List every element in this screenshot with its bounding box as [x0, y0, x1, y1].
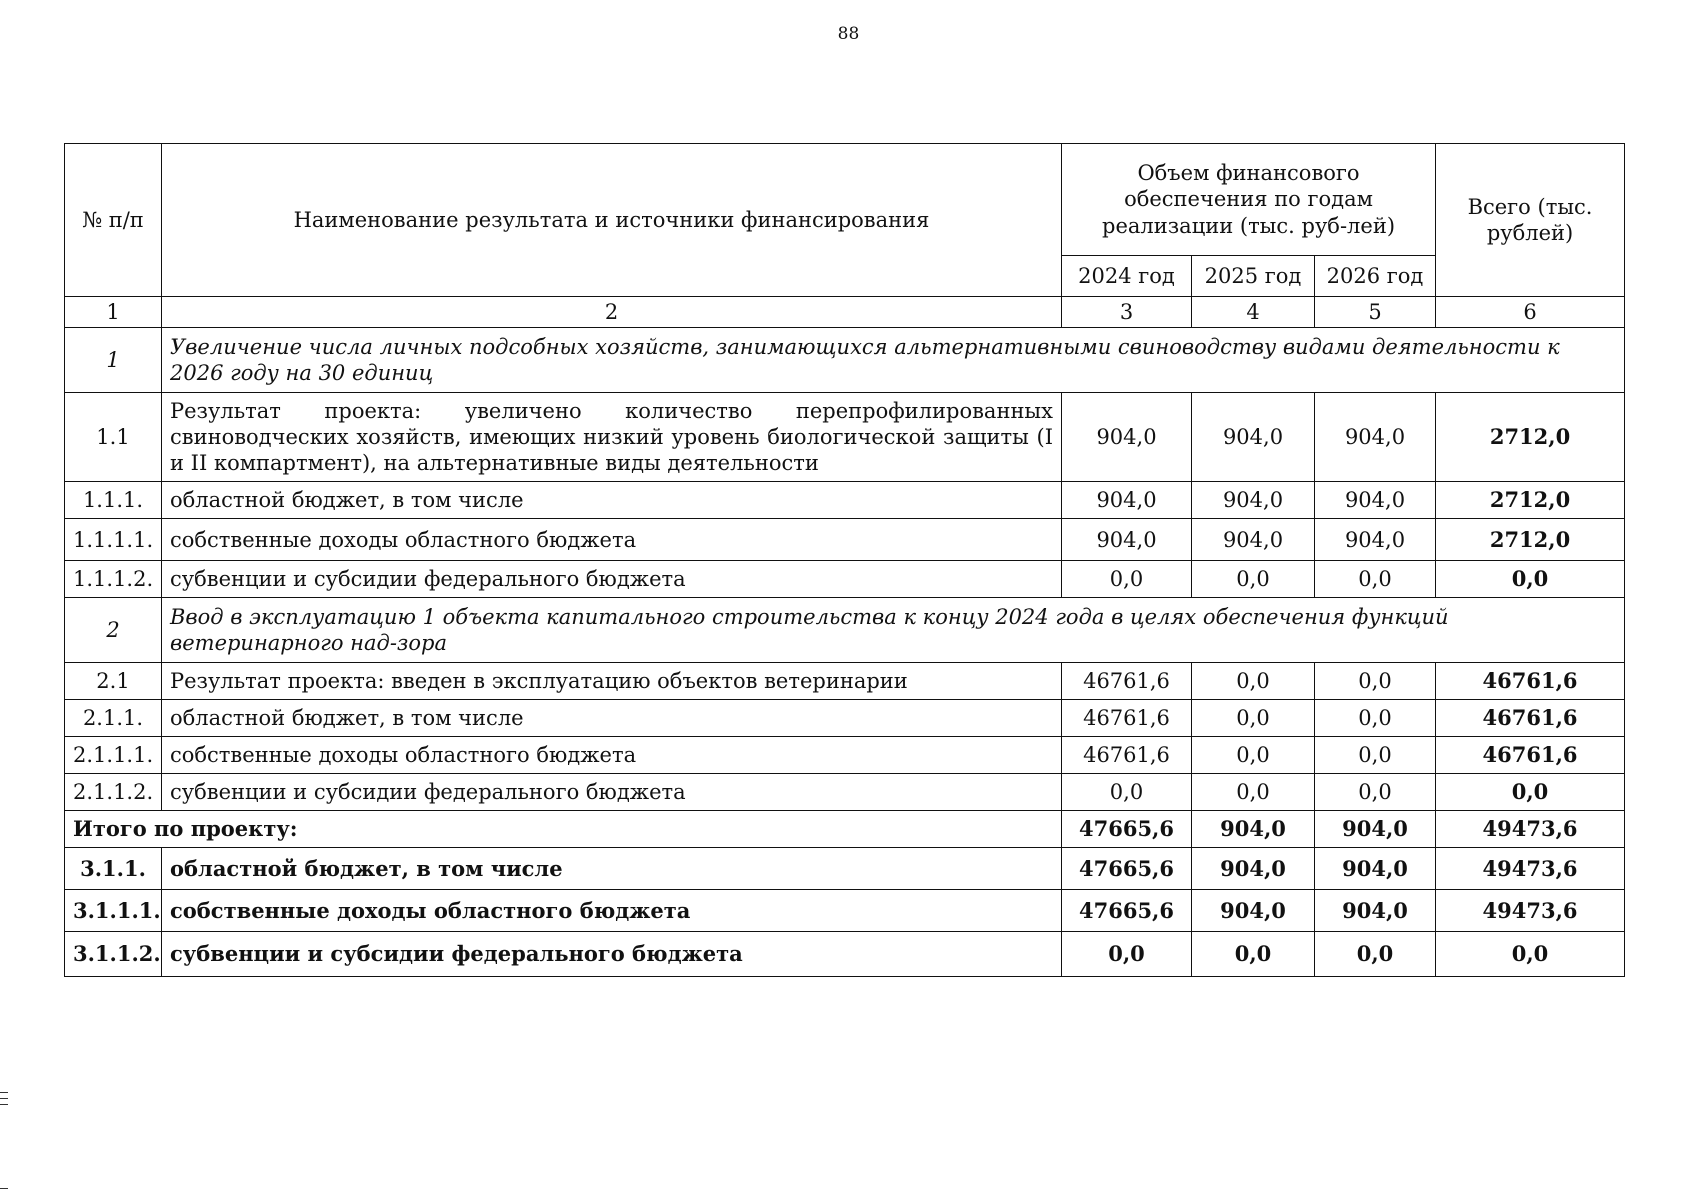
value-total: 0,0 [1436, 932, 1625, 977]
total-2026: 904,0 [1315, 811, 1436, 848]
value-total: 2712,0 [1436, 519, 1625, 561]
row-number: 2.1.1.2. [65, 774, 162, 811]
value-total: 2712,0 [1436, 482, 1625, 519]
row-name: субвенции и субсидии федерального бюджета [162, 561, 1062, 598]
margin-mark [0, 1092, 8, 1093]
value-2025: 0,0 [1192, 700, 1315, 737]
header-col-volume: Объем финансового обеспечения по годам реализации (тыс. руб-лей) [1062, 144, 1436, 256]
value-2025: 0,0 [1192, 932, 1315, 977]
value-total: 46761,6 [1436, 737, 1625, 774]
row-number: 2.1.1. [65, 700, 162, 737]
value-2024: 47665,6 [1062, 890, 1192, 932]
header-year-2024: 2024 год [1062, 256, 1192, 297]
table-row [65, 393, 1625, 482]
section-number: 1 [65, 328, 162, 393]
row-number: 3.1.1. [65, 848, 162, 890]
row-name: собственные доходы областного бюджета [162, 737, 1062, 774]
header-row [65, 144, 1625, 256]
value-2026: 0,0 [1315, 774, 1436, 811]
value-2024: 904,0 [1062, 393, 1192, 482]
value-2025: 904,0 [1192, 393, 1315, 482]
row-number: 1.1.1.1. [65, 519, 162, 561]
value-total: 49473,6 [1436, 890, 1625, 932]
table-row [65, 663, 1625, 700]
value-2024: 47665,6 [1062, 848, 1192, 890]
value-2024: 0,0 [1062, 932, 1192, 977]
value-2026: 0,0 [1315, 932, 1436, 977]
value-total: 49473,6 [1436, 848, 1625, 890]
column-index: 2 [162, 297, 1062, 328]
value-2025: 0,0 [1192, 774, 1315, 811]
column-index: 1 [65, 297, 162, 328]
value-2025: 0,0 [1192, 663, 1315, 700]
value-2026: 904,0 [1315, 393, 1436, 482]
value-total: 0,0 [1436, 774, 1625, 811]
row-name: Результат проекта: увеличено количество перепрофилированных свиноводческих хозяйств, имеющих низкий уровень биологической защиты (I и II компартмент), на альтернативные виды деятельности [162, 393, 1062, 482]
value-total: 2712,0 [1436, 393, 1625, 482]
column-index: 4 [1192, 297, 1315, 328]
column-index: 5 [1315, 297, 1436, 328]
header-col-total: Всего (тыс. рублей) [1436, 144, 1625, 297]
value-2024: 46761,6 [1062, 737, 1192, 774]
value-2025: 0,0 [1192, 737, 1315, 774]
header-col-name: Наименование результата и источники финансирования [162, 144, 1062, 297]
row-number: 3.1.1.2. [65, 932, 162, 977]
value-2026: 904,0 [1315, 890, 1436, 932]
value-2024: 0,0 [1062, 561, 1192, 598]
total-label: Итого по проекту: [65, 811, 1062, 848]
section-title: Увеличение числа личных подсобных хозяйств, занимающихся альтернативными свиноводству видами деятельности к 2026 году на 30 единиц [162, 328, 1625, 393]
row-number: 1.1.1.2. [65, 561, 162, 598]
row-name: субвенции и субсидии федерального бюджета [162, 774, 1062, 811]
value-2026: 0,0 [1315, 737, 1436, 774]
value-2026: 0,0 [1315, 663, 1436, 700]
value-2026: 904,0 [1315, 482, 1436, 519]
value-2025: 904,0 [1192, 848, 1315, 890]
row-name: областной бюджет, в том числе [162, 482, 1062, 519]
total-sum: 49473,6 [1436, 811, 1625, 848]
row-name: областной бюджет, в том числе [162, 700, 1062, 737]
value-2025: 904,0 [1192, 890, 1315, 932]
header-year-2025: 2025 год [1192, 256, 1315, 297]
value-2024: 46761,6 [1062, 663, 1192, 700]
total-row [65, 811, 1625, 848]
table-row [65, 561, 1625, 598]
total-2024: 47665,6 [1062, 811, 1192, 848]
margin-mark [0, 1098, 8, 1099]
value-total: 0,0 [1436, 561, 1625, 598]
total-breakdown-row [65, 890, 1625, 932]
value-2024: 46761,6 [1062, 700, 1192, 737]
row-number: 1.1 [65, 393, 162, 482]
table-row [65, 700, 1625, 737]
table-row [65, 774, 1625, 811]
value-2024: 904,0 [1062, 482, 1192, 519]
table-row [65, 482, 1625, 519]
value-2026: 0,0 [1315, 700, 1436, 737]
value-2024: 0,0 [1062, 774, 1192, 811]
value-2025: 0,0 [1192, 561, 1315, 598]
table-row [65, 519, 1625, 561]
total-breakdown-row [65, 848, 1625, 890]
table-row [65, 737, 1625, 774]
row-number: 3.1.1.1. [65, 890, 162, 932]
header-year-2026: 2026 год [1315, 256, 1436, 297]
row-name: Результат проекта: введен в эксплуатацию объектов ветеринарии [162, 663, 1062, 700]
section-row [65, 598, 1625, 663]
financing-table [64, 143, 1625, 977]
header-col-num: № п/п [65, 144, 162, 297]
total-breakdown-row [65, 932, 1625, 977]
value-total: 46761,6 [1436, 700, 1625, 737]
page-number: 88 [837, 24, 860, 44]
value-total: 46761,6 [1436, 663, 1625, 700]
row-number: 1.1.1. [65, 482, 162, 519]
value-2026: 0,0 [1315, 561, 1436, 598]
value-2025: 904,0 [1192, 482, 1315, 519]
row-number: 2.1.1.1. [65, 737, 162, 774]
row-name: субвенции и субсидии федерального бюджета [162, 932, 1062, 977]
section-title: Ввод в эксплуатацию 1 объекта капитального строительства к концу 2024 года в целях обеспечения функций ветеринарного над-зора [162, 598, 1625, 663]
row-name: собственные доходы областного бюджета [162, 890, 1062, 932]
row-number: 2.1 [65, 663, 162, 700]
value-2024: 904,0 [1062, 519, 1192, 561]
column-index-row [65, 297, 1625, 328]
value-2025: 904,0 [1192, 519, 1315, 561]
margin-mark [0, 1104, 8, 1105]
margin-mark [0, 1188, 8, 1189]
row-name: областной бюджет, в том числе [162, 848, 1062, 890]
value-2026: 904,0 [1315, 848, 1436, 890]
section-number: 2 [65, 598, 162, 663]
total-2025: 904,0 [1192, 811, 1315, 848]
column-index: 3 [1062, 297, 1192, 328]
row-name: собственные доходы областного бюджета [162, 519, 1062, 561]
value-2026: 904,0 [1315, 519, 1436, 561]
column-index: 6 [1436, 297, 1625, 328]
section-row [65, 328, 1625, 393]
